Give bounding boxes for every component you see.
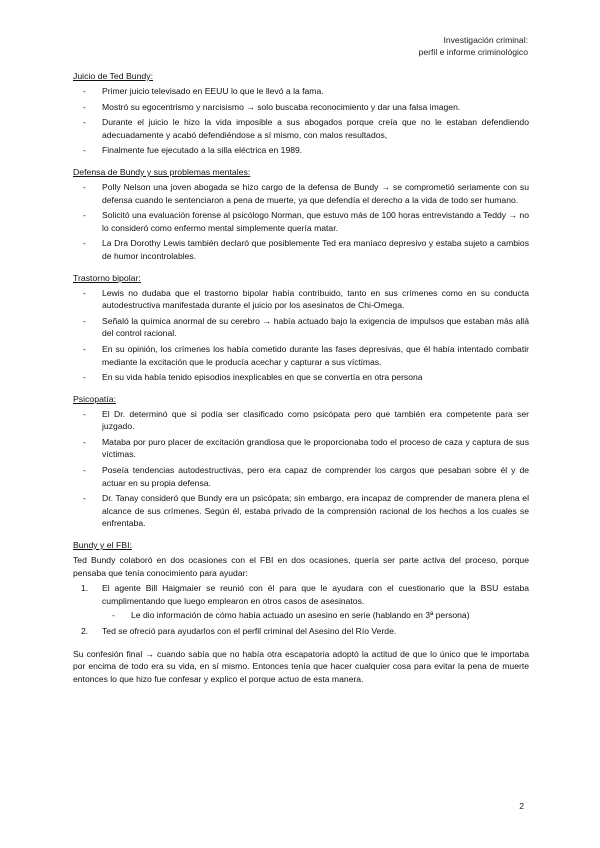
sub-list (102, 609, 529, 622)
section-heading: Bundy y el FBI: (73, 540, 132, 551)
numbered-item (73, 625, 529, 638)
page-header (419, 34, 528, 58)
bullet-list (73, 287, 529, 384)
list-item: - Lewis no dudaba que el trastorno bipolar había contribuido, tanto en sus crímenes como en su conducta autodestructiva manifestada durante el juicio por los asesinatos de Chi-Omega. (73, 287, 529, 312)
section-fbi (73, 539, 529, 638)
document-body (73, 70, 529, 688)
section-psicopatia (73, 393, 529, 530)
item-text: El agente Bill Haigmaier se reunió con él para que le ayudara con el cuestionario que la BSU estaba cumplimentando que luego emplearon en otros casos de asesinatos. (102, 583, 529, 606)
list-item: - Solicitó una evaluación forense al psicólogo Norman, que estuvo más de 100 horas entrevistando a Teddy → no lo consideró como enfermo mental simplemente quería matar. (73, 209, 529, 234)
numbered-list (73, 582, 529, 637)
item-number: 1. (81, 583, 89, 594)
numbered-item (73, 582, 529, 622)
bullet-list (73, 181, 529, 263)
bullet-list (73, 408, 529, 530)
list-item: - Señaló la química anormal de su cerebro → había actuado bajo la exigencia de impulsos que estaban más allá del control racional. (73, 315, 529, 340)
list-item: - La Dra Dorothy Lewis también declaró que posiblemente Ted era maníaco depresivo y estaba sujeto a cambios de humor incontrolables. (73, 237, 529, 262)
conclusion-paragraph: Su confesión final → cuando sabía que no había otra escapatoria adoptó la actitud de que lo único que le importaba por encima de todo era su vida, en sí mismo. Entonces tenía que hacer cualquier cosa para evitar la pena de muerte entonces lo que hizo fue confesar y explico el porque actuo de esta manera. (73, 648, 529, 684)
fbi-intro: Ted Bundy colaboró en dos ocasiones con el FBI en dos ocasiones, quería ser parte activa del proceso, porque pensaba que tenía conocimiento para ayudar: (73, 555, 529, 578)
section-heading: Juicio de Ted Bundy: (73, 71, 154, 81)
item-number: 2. (81, 626, 89, 636)
list-item: - Mataba por puro placer de excitación grandiosa que le proporcionaba todo el proceso de caza y captura de sus víctimas. (73, 436, 529, 461)
header-title: Investigación criminal: (443, 35, 528, 45)
section-heading: Defensa de Bundy y sus problemas mentales: (73, 166, 251, 177)
header-subtitle: perfil e informe criminológico (418, 47, 528, 57)
list-item: - Finalmente fue ejecutado a la silla eléctrica en 1989. (73, 144, 529, 157)
list-item: - En su opinión, los crímenes los había cometido durante las fases depresivas, que él había intentado combatir mediante la excitación que le producía acechar y capturar a sus víctimas. (73, 343, 529, 368)
bullet-list (73, 85, 529, 157)
list-item: - Mostró su egocentrismo y narcisismo → solo buscaba reconocimiento y dar una falsa imagen. (73, 101, 529, 114)
list-item: - Dr. Tanay consideró que Bundy era un psicópata; sin embargo, era incapaz de comprender de manera plena el alcance de sus crímenes. Según él, estaba privado de la comprensión racional de los hechos a los cuales se enfrentaba. (73, 492, 529, 530)
section-heading: Psicopatía: (73, 393, 116, 404)
section-defensa (73, 166, 529, 263)
list-item: - Polly Nelson una joven abogada se hizo cargo de la defensa de Bundy → se comprometió seriamente con su defensa cuando le sentenciaron a pena de muerte, ya que defendía el derecho a la vida de todo ser humano. (73, 181, 529, 206)
item-text: Ted se ofreció para ayudarlos con el perfil criminal del Asesino del Río Verde. (102, 626, 397, 636)
section-heading: Trastorno bipolar: (73, 272, 141, 283)
list-item: - Durante el juicio le hizo la vida imposible a sus abogados porque creía que no le estaban defendiendo adecuadamente y acabó defendiéndose a sí mismo, con malos resultados, (73, 116, 529, 141)
section-trastorno (73, 272, 529, 384)
list-item: - Primer juicio televisado en EEUU lo que le llevó a la fama. (73, 85, 529, 98)
list-item: - Poseía tendencias autodestructivas, pero era capaz de comprender los cargos que pesaban sobre él y de actuar en su propia defensa. (73, 464, 529, 489)
list-item: - El Dr. determinó que si podía ser clasificado como psicópata pero que también era competente para ser juzgado. (73, 408, 529, 433)
list-item: - En su vida había tenido episodios inexplicables en que se convertía en otra persona (73, 371, 529, 384)
sub-list-item: - Le dio información de cómo había actuado un asesino en serie (hablando en 3ª persona) (102, 609, 529, 622)
section-juicio (73, 70, 529, 157)
page-number: 2 (519, 801, 524, 811)
